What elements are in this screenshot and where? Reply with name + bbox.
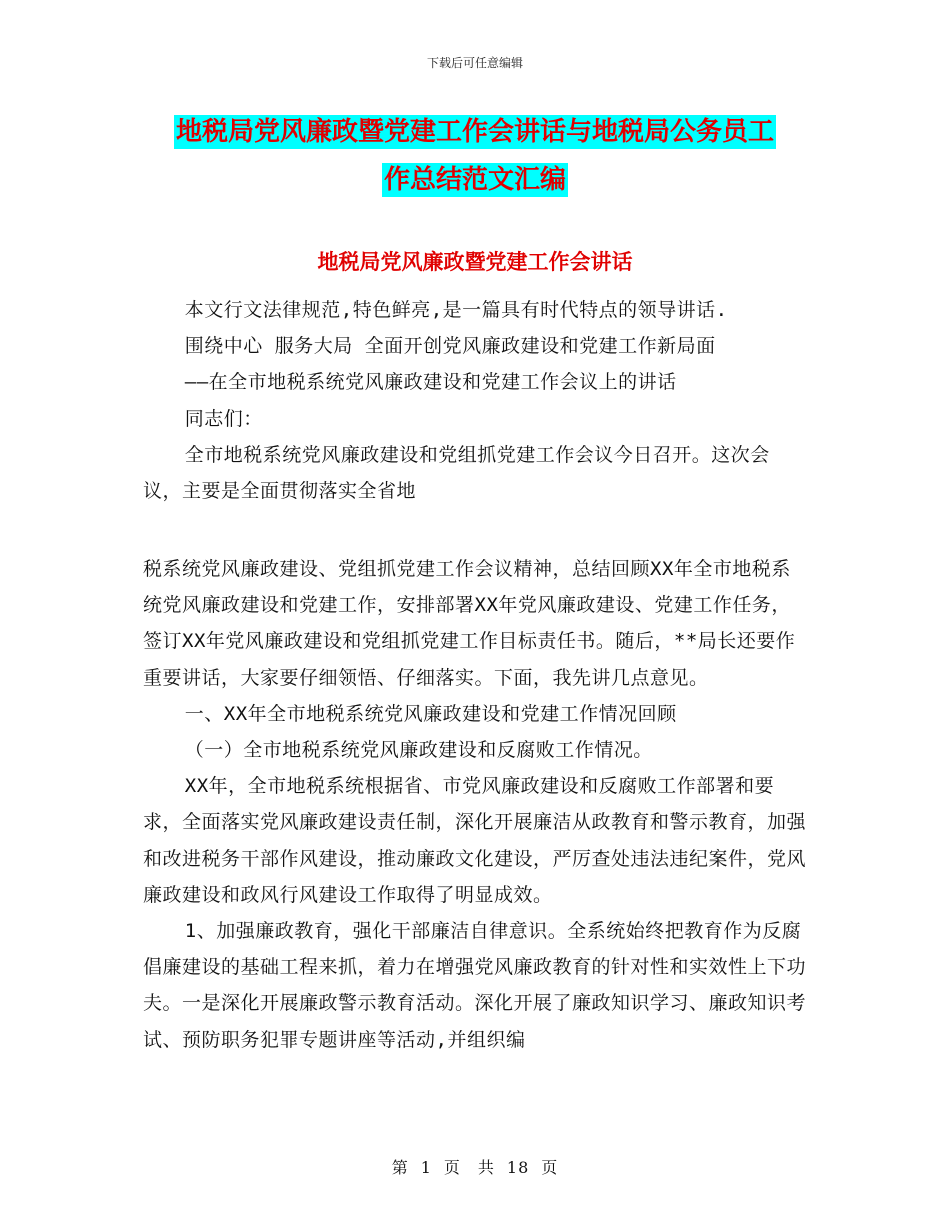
paragraph: 税系统党风廉政建设、党组抓党建工作会议精神，总结回顾XX年全市地税系统党风廉政建设和党建工作，安排部署XX年党风廉政建设、党建工作任务，签订XX年党风廉政建设和党组抓党建工作目标责任书。随后，**局长还要作重要讲话，大家要仔细领悟、仔细落实。下面，我先讲几点意见。 — [143, 558, 796, 689]
title-line-1: 地税局党风廉政暨党建工作会讲话与地税局公务员工 — [175, 117, 774, 147]
paragraph: 围绕中心 服务大局 全面开创党风廉政建设和党建工作新局面 — [184, 335, 716, 358]
paragraph: ——在全市地税系统党风廉政建设和党建工作会议上的讲话 — [184, 371, 677, 394]
body-block-1 — [143, 292, 808, 509]
page-footer — [0, 1155, 950, 1178]
paragraph: 本文行文法律规范,特色鲜亮,是一篇具有时代特点的领导讲话. — [184, 299, 728, 321]
paragraph: （一）全市地税系统党风廉政建设和反腐败工作情况。 — [184, 739, 653, 762]
paragraph: 同志们： — [184, 407, 263, 430]
page-total: 18 — [506, 1158, 530, 1177]
title-line-2: 作总结范文汇编 — [383, 165, 566, 195]
paragraph: 1、加强廉政教育，强化干部廉洁自律意识。全系统始终把教育作为反腐倡廉建设的基础工程来抓，着力在增强党风廉政教育的针对性和实效性上下功夫。一是深化开展廉政警示教育活动。深化开展了廉政知识学习、廉政知识考试、预防职务犯罪专题讲座等活动,并组织编 — [143, 920, 807, 1051]
page-mid: 页 共 — [443, 1158, 495, 1177]
document-title — [130, 108, 820, 204]
paragraph: 全市地税系统党风廉政建设和党组抓党建工作会议今日召开。这次会议，主要是全面贯彻落实全省地 — [143, 443, 770, 503]
body-block-2 — [143, 551, 808, 1058]
page-prefix: 第 — [391, 1158, 409, 1177]
page-number: 1 — [420, 1158, 432, 1177]
paragraph: 一、XX年全市地税系统党风廉政建设和党建工作情况回顾 — [184, 702, 677, 725]
paragraph: XX年，全市地税系统根据省、市党风廉政建设和反腐败工作部署和要求，全面落实党风廉政建设责任制，深化开展廉洁从政教育和警示教育，加强和改进税务干部作风建设，推动廉政文化建设，严厉查处违法违纪案件，党风廉政建设和政风行风建设工作取得了明显成效。 — [143, 775, 807, 906]
header-note: 下载后可任意编辑 — [426, 56, 523, 70]
page-suffix: 页 — [541, 1158, 559, 1177]
section-title: 地税局党风廉政暨党建工作会讲话 — [317, 250, 633, 274]
